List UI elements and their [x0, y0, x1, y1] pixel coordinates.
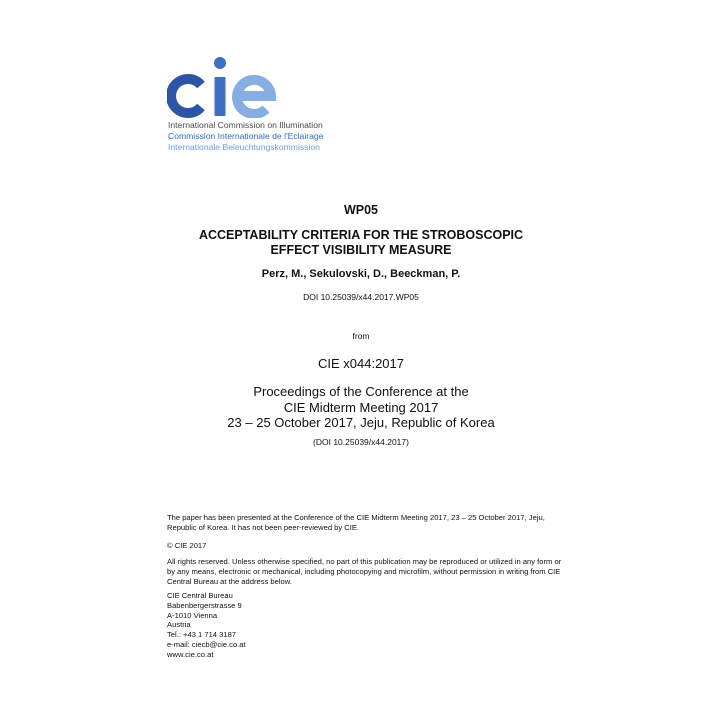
- cie-logo: [167, 54, 287, 118]
- proceedings-line: Proceedings of the Conference at the: [253, 384, 469, 399]
- contact-address: [167, 591, 567, 660]
- rights-statement: All rights reserved. Unless otherwise specified, no part of this publication may be reproduced or utilized in any form or by any means, electronic or mechanical, including photocopying and microfilm, without permission in writing from CIE Central Bureau at the address below.: [167, 557, 562, 586]
- proceedings-doi: (DOI 10.25039/x44.2017): [313, 437, 409, 447]
- paper-title-line: ACCEPTABILITY CRITERIA FOR THE STROBOSCOPIC: [198, 228, 524, 242]
- org-name-french: Commission Internationale de l'Eclairage: [168, 131, 324, 142]
- paper-title-line: EFFECT VISIBILITY MEASURE: [270, 243, 452, 257]
- presentation-note: The paper has been presented at the Conference of the CIE Midterm Meeting 2017, 23 – 25 October 2017, Jeju, Republic of Korea. It has not been peer-reviewed by CIE.: [167, 513, 545, 532]
- from-label: from: [352, 331, 370, 341]
- org-name-german: Internationale Beleuchtungskommission: [168, 142, 320, 153]
- phone-line: Tel.: +43 1 714 3187: [167, 630, 237, 640]
- email-line: e-mail: ciecb@cie.co.at: [167, 639, 246, 649]
- copyright-notice: © CIE 2017: [167, 541, 207, 550]
- proceedings-line: CIE Midterm Meeting 2017: [283, 399, 439, 415]
- org-name-english: International Commission on Illumination: [168, 120, 323, 130]
- paper-id: WP05: [343, 203, 379, 217]
- website-line: www.cie.co.at: [167, 649, 214, 659]
- paper-authors: Perz, M., Sekulovski, D., Beeckman, P.: [261, 268, 461, 280]
- address-line: CIE Central Bureau: [167, 591, 233, 600]
- address-line: Austria: [167, 620, 191, 630]
- address-line: Babenbergerstrasse 9: [167, 600, 242, 610]
- paper-doi: DOI 10.25039/x44.2017.WP05: [303, 292, 419, 302]
- address-line: A-1010 Vienna: [167, 610, 218, 620]
- organization-names: [168, 120, 323, 154]
- proceedings-info: [0, 384, 722, 431]
- paper-title: [0, 228, 722, 258]
- publication-id: CIE x044:2017: [317, 356, 404, 371]
- proceedings-line: 23 – 25 October 2017, Jeju, Republic of Korea: [227, 415, 495, 430]
